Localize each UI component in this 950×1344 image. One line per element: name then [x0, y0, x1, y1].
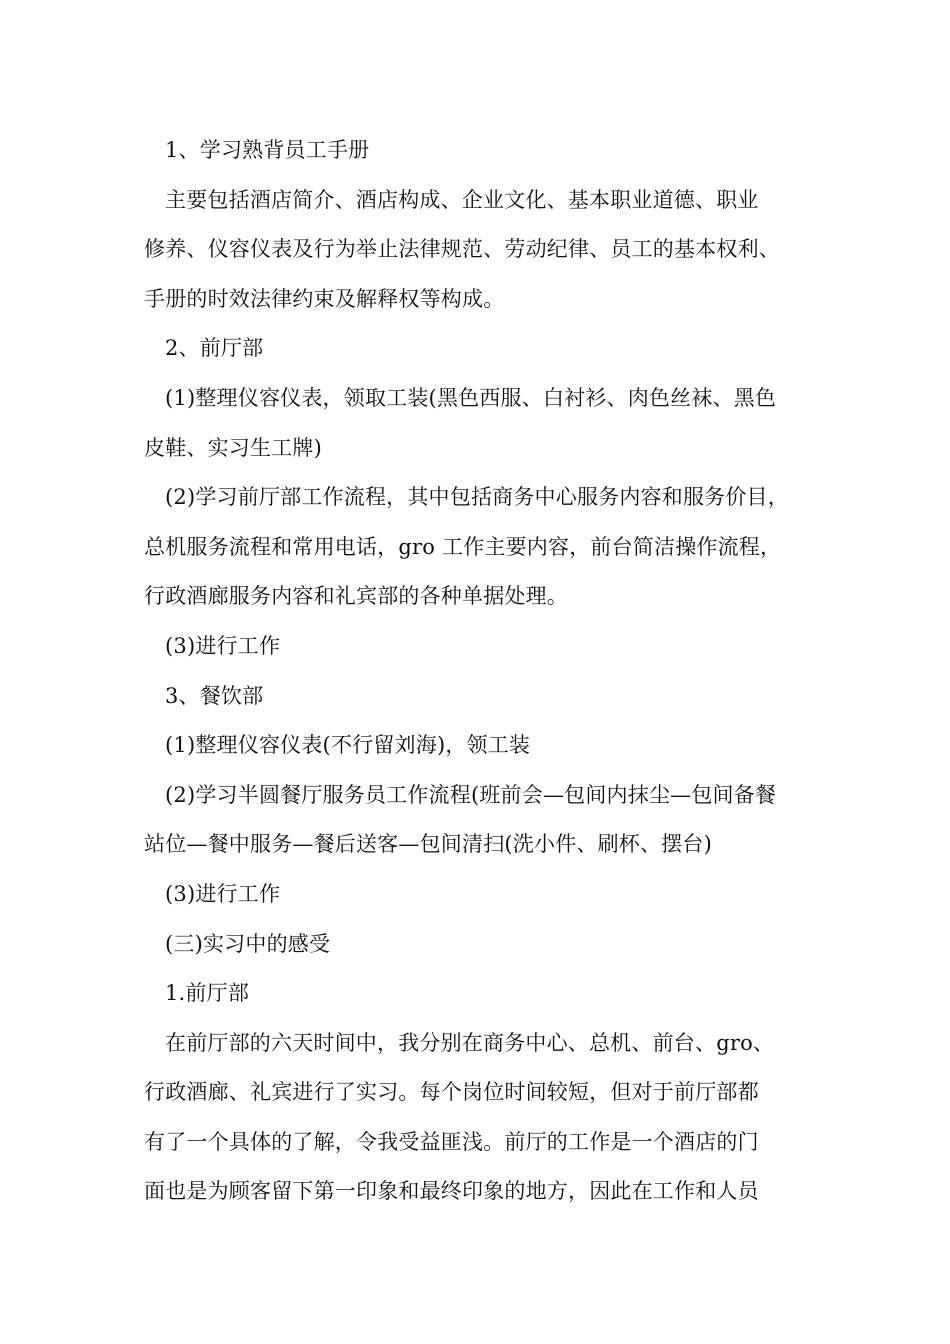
text-line: 手册的时效法律约束及解释权等构成。	[144, 286, 505, 311]
text-line: (1)整理仪容仪表(不行留刘海)，领工装	[165, 733, 531, 758]
text-line: 皮鞋、实习生工牌)	[144, 435, 322, 460]
text-line: 站位—餐中服务—餐后送客—包间清扫(洗小件、刷杯、摆台)	[144, 832, 712, 857]
document-body	[144, 126, 824, 1217]
text-line: 2、前厅部	[165, 336, 264, 361]
text-line: (3)进行工作	[165, 881, 281, 906]
section-heading-food-beverage	[144, 672, 824, 722]
text-line: 行政酒廊、礼宾进行了实习。每个岗位时间较短，但对于前厅部都	[144, 1080, 759, 1105]
text-line: 行政酒廊服务内容和礼宾部的各种单据处理。	[144, 584, 568, 609]
text-line: (2)学习半圆餐厅服务员工作流程(班前会—包间内抹尘—包间备餐	[165, 782, 777, 807]
text-line: (3)进行工作	[165, 633, 281, 658]
list-item-front-office-1	[144, 374, 824, 473]
paragraph-handbook-content	[144, 176, 824, 325]
text-line: (1)整理仪容仪表，领取工装(黑色西服、白衬衫、肉色丝袜、黑色	[165, 385, 777, 410]
paragraph-front-office-experience	[144, 1019, 824, 1217]
text-line: 1、学习熟背员工手册	[165, 138, 370, 162]
text-line: 3、餐饮部	[165, 683, 264, 708]
text-line: 面也是为顾客留下第一印象和最终印象的地方，因此在工作和人员	[144, 1179, 759, 1204]
text-line: (三)实习中的感受	[165, 931, 331, 956]
text-line: 有了一个具体的了解，令我受益匪浅。前厅的工作是一个酒店的门	[144, 1129, 759, 1154]
section-heading-employee-handbook	[144, 126, 824, 176]
text-line: 修养、仪容仪表及行为举止法律规范、劳动纪律、员工的基本权利、	[144, 237, 780, 262]
list-item-food-beverage-2	[144, 771, 824, 870]
text-line: 主要包括酒店简介、酒店构成、企业文化、基本职业道德、职业	[165, 187, 759, 212]
list-item-food-beverage-1	[144, 721, 824, 771]
list-item-food-beverage-3	[144, 870, 824, 920]
subsection-heading-front-office	[144, 969, 824, 1019]
text-line: (2)学习前厅部工作流程，其中包括商务中心服务内容和服务价目，	[165, 485, 789, 510]
list-item-front-office-3	[144, 622, 824, 672]
text-line: 在前厅部的六天时间中，我分别在商务中心、总机、前台、gro、	[165, 1030, 775, 1055]
text-line: 总机服务流程和常用电话，gro 工作主要内容，前台简洁操作流程，	[144, 534, 782, 559]
list-item-front-office-2	[144, 473, 824, 622]
section-heading-internship-feelings	[144, 920, 824, 970]
section-heading-front-office	[144, 324, 824, 374]
text-line: 1.前厅部	[165, 981, 250, 1006]
